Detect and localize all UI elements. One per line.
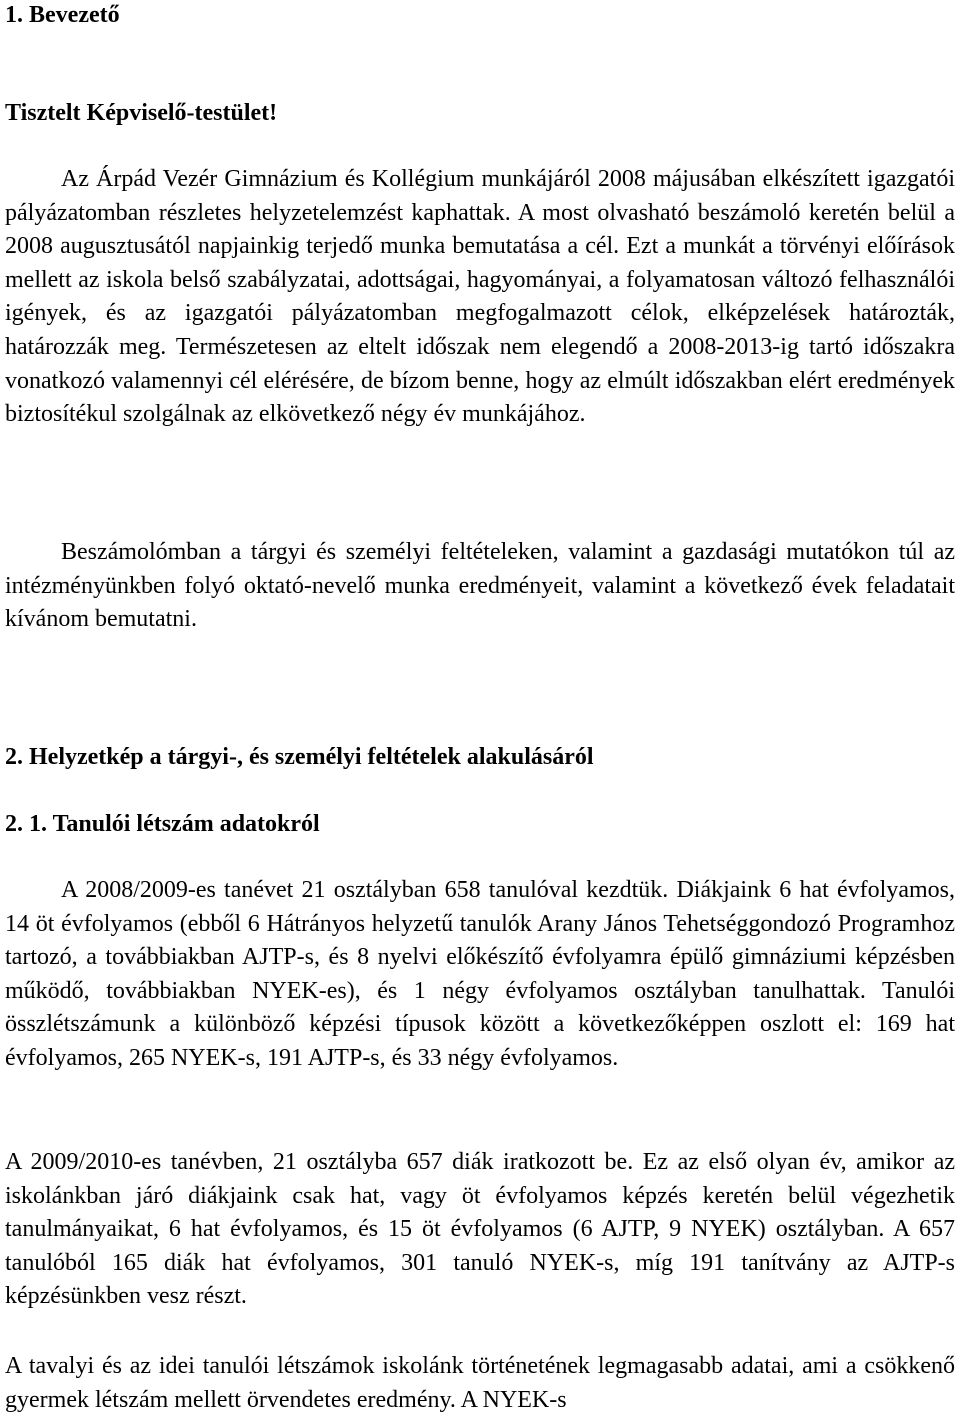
section-2-heading: 2. Helyzetkép a tárgyi-, és személyi feltételek alakulásáról: [5, 744, 594, 770]
enrollment-2008-paragraph: A 2008/2009-es tanévet 21 osztályban 658 tanulóval kezdtük. Diákjaink 6 hat évfolyamos, 14 öt évfolyamos (ebből 6 Hátrányos helyzetű tanulók Arany János Tehetséggondozó Programhoz tartozó, a továbbiakban AJTP-s, és 8 nyelvi előkészítő évfolyamra épülő gimnáziumi képzésben működő, továbbiakban NYEK-es), és 1 négy évfolyamos osztályban tanulhattak. Tanulói összlétszámunk a különböző képzési típusok között a következőképpen oszlott el: 169 hat évfolyamos, 265 NYEK-s, 191 AJTP-s, és 33 négy évfolyamos.: [5, 877, 955, 1071]
enrollment-record-paragraph: A tavalyi és az idei tanulói létszámok iskolánk történetének legmagasabb adatai, ami a csökkenő gyermek létszám mellett örvendetes eredmény. A NYEK-s: [5, 1353, 955, 1413]
section-1-heading: 1. Bevezető: [5, 2, 120, 28]
enrollment-2009-paragraph: A 2009/2010-es tanévben, 21 osztályba 657 diák iratkozott be. Ez az első olyan év, amikor az iskolánkban járó diákjaink csak hat, vagy öt évfolyamos képzés keretén belül végezhetik tanulmányaikat, 6 hat évfolyamos, és 15 öt évfolyamos (6 AJTP, 9 NYEK) osztályban. A 657 tanulóból 165 diák hat évfolyamos, 301 tanuló NYEK-s, míg 191 tanítvány az AJTP-s képzésünkben vesz részt.: [5, 1149, 955, 1310]
intro-paragraph: Az Árpád Vezér Gimnázium és Kollégium munkájáról 2008 májusában elkészített igazgatói pályázatomban részletes helyzetelemzést kaphattak. A most olvasható beszámoló keretén belül a 2008 augusztusától napjainkig terjedő munka bemutatása a cél. Ezt a munkát a törvényi előírások mellett az iskola belső szabályzatai, adottságai, hagyományai, a folyamatosan változó felhasználói igények, és az igazgatói pályázatomban megfogalmazott célok, elképzelések határozták, határozzák meg. Természetesen az eltelt időszak nem elegendő a 2008-2013-ig tartó időszakra vonatkozó valamennyi cél elérésére, de bízom benne, hogy az elmúlt időszakban elért eredmények biztosítékul szolgálnak az elkövetkező négy év munkájához.: [5, 166, 955, 428]
section-2-1-heading: 2. 1. Tanulói létszám adatokról: [5, 811, 320, 837]
salutation: Tisztelt Képviselő-testület!: [5, 100, 278, 126]
report-scope-paragraph: Beszámolómban a tárgyi és személyi feltételeken, valamint a gazdasági mutatókon túl az intézményünkben folyó oktató-nevelő munka eredményeit, valamint a következő évek feladatait kívánom bemutatni.: [5, 539, 955, 633]
